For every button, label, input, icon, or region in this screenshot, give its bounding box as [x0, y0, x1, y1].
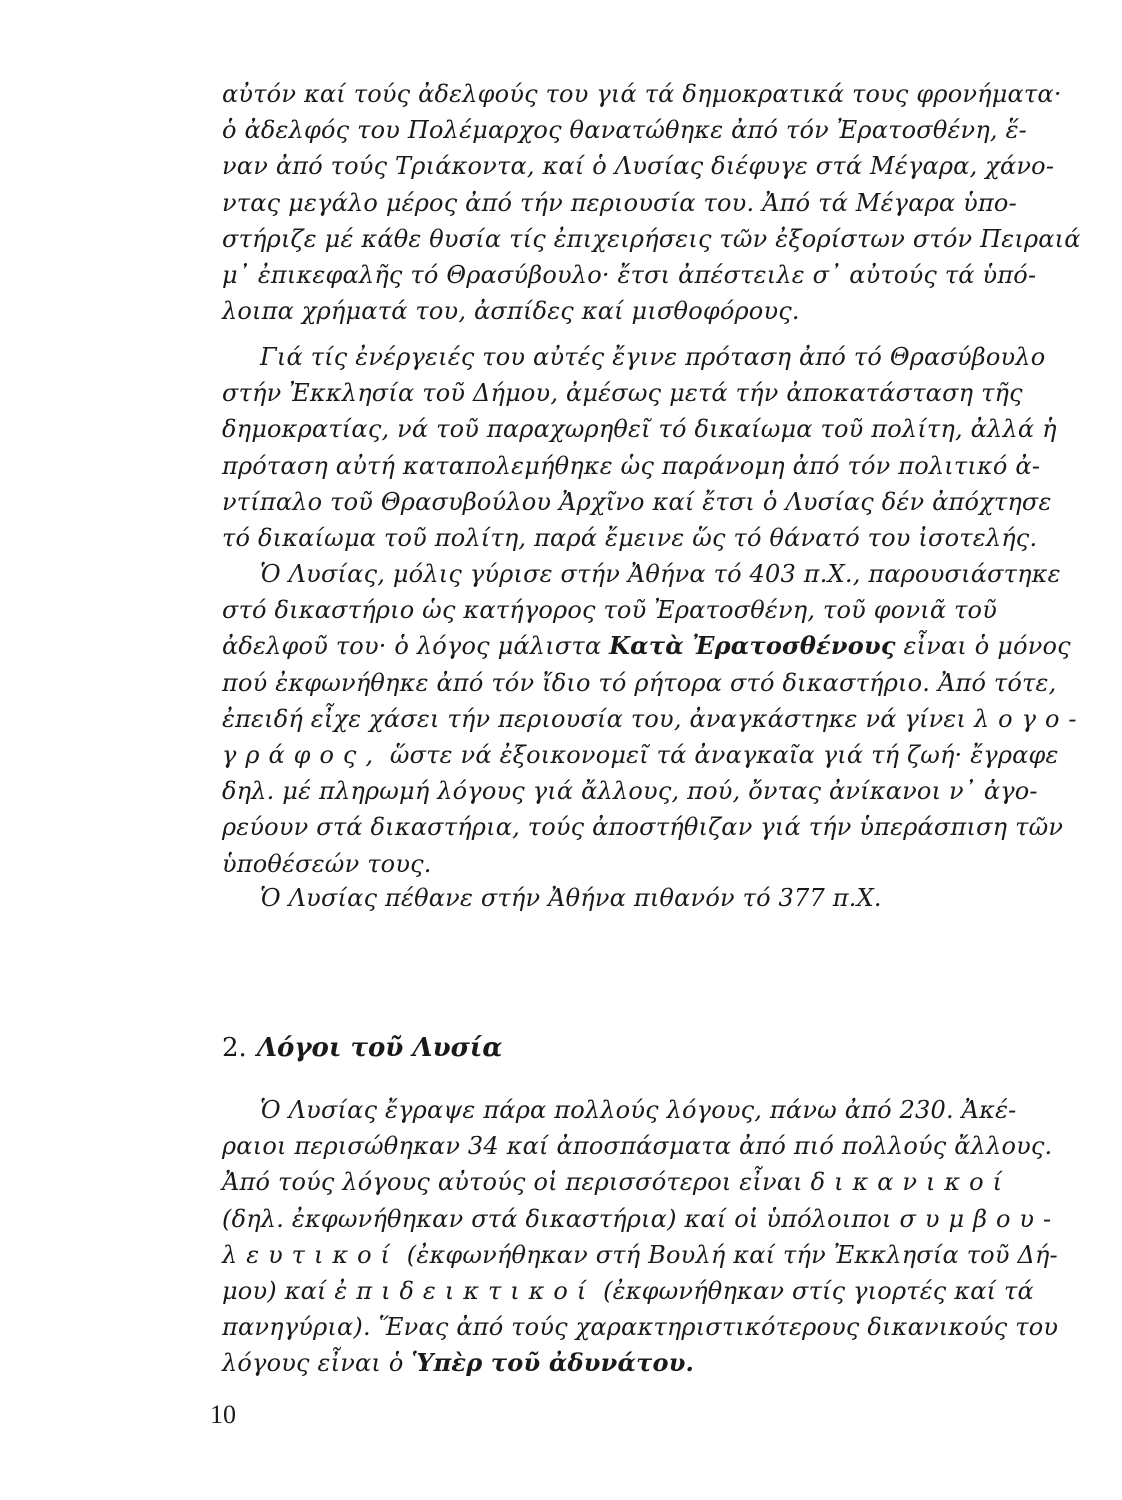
- paragraph-speeches: [222, 1092, 1061, 1382]
- text-line: [222, 737, 1059, 773]
- text-line: [222, 1345, 912, 1381]
- text-line: [222, 1273, 1034, 1309]
- text-run: ἐπειδή εἶχε χάσει τήν περιουσία του, ἀναγκάστηκε νά γίνει: [222, 704, 974, 733]
- text-line: Ὁ Λυσίας πέθανε στήν Ἀθήνα πιθανόν τό 377 π.Χ.: [260, 884, 882, 912]
- section-heading: [222, 1030, 502, 1066]
- text-line: πού ἐκφωνήθηκε ἀπό τόν ἴδιο τό ρήτορα στό δικαστήριο. Ἀπό τότε,: [222, 668, 1057, 697]
- text-line: μ᾽ ἐπικεφαλῆς τό Θρασύβουλο· ἔτσι ἀπέστειλε σ᾽ αὐτούς τά ὑπό-: [222, 261, 1037, 290]
- text-line: δηλ. μέ πληρωμή λόγους γιά ἄλλους, πού, ὄντας ἀνίκανοι ν᾽ ἀγο-: [222, 777, 1038, 806]
- text-line: ραιοι περισώθηκαν 34 καί ἀποσπάσματα ἀπό πιό πολλούς ἄλλους.: [222, 1132, 1053, 1161]
- text-line: στήν Ἐκκλησία τοῦ Δήμου, ἀμέσως μετά τήν ἀποκατάσταση τῆς: [222, 379, 1023, 408]
- emphasis-term: λογο-: [973, 704, 1086, 733]
- text-line: Γιά τίς ἐνέργειές του αὐτές ἔγινε πρόταση ἀπό τό Θρασύβουλο: [260, 343, 1046, 371]
- speech-title-against-eratosthenes: Κατὰ Ἐρατοσθένους: [609, 631, 896, 661]
- text-line: τό δικαίωμα τοῦ πολίτη, παρά ἔμεινε ὥς τό θάνατό του ἰσοτελής.: [222, 524, 1038, 553]
- emphasis-term: δικανικοί: [810, 1168, 1012, 1197]
- text-run: ὥστε νά ἐξοικονομεῖ τά ἀναγκαῖα γιά τή ζωή· ἔγραφε: [381, 741, 1059, 770]
- text-line: ρεύουν στά δικαστήρια, τούς ἀποστήθιζαν γιά τήν ὑπεράσπιση τῶν: [222, 813, 1064, 842]
- section-number: 2.: [222, 1033, 247, 1063]
- text-run: μου) καί: [222, 1277, 335, 1306]
- paragraph-exile: [222, 76, 1081, 329]
- text-line: ὁ ἀδελφός του Πολέμαρχος θανατώθηκε ἀπό τόν Ἐρατοσθένη, ἕ-: [222, 116, 1027, 145]
- section-title: Λόγοι τοῦ Λυσία: [256, 1033, 503, 1063]
- text-line: δημοκρατίας, νά τοῦ παραχωρηθεῖ τό δικαίωμα τοῦ πολίτη, ἀλλά ἡ: [222, 415, 1057, 444]
- emphasis-term: λευτικοί: [222, 1240, 399, 1269]
- text-line: [222, 628, 1071, 664]
- text-line: ντίπαλο τοῦ Θρασυβούλου Ἀρχῖνο καί ἔτσι ὁ Λυσίας δέν ἀπόχτησε: [222, 487, 1052, 516]
- text-run: (ἐκφωνήθηκαν στή Βουλή καί τήν Ἐκκλησία τοῦ Δή-: [398, 1240, 1058, 1269]
- text-run: (δηλ. ἐκφωνήθηκαν στά δικαστήρια) καί οἱ ὑπόλοιποι: [222, 1204, 900, 1233]
- text-line: λοιπα χρήματά του, ἀσπίδες καί μισθοφόρους.: [222, 297, 800, 326]
- text-line: πρόταση αὐτή καταπολεμήθηκε ὡς παράνομη ἀπό τόν πολιτικό ἀ-: [222, 451, 1041, 480]
- text-line: ὑποθέσεών τους.: [222, 849, 432, 878]
- text-run: Ἀπό τούς λόγους αὐτούς οἱ περισσότεροι εἶναι: [222, 1168, 811, 1197]
- text-line: αὐτόν καί τούς ἀδελφούς του γιά τά δημοκρατικά τους φρονήματα·: [222, 80, 1062, 108]
- text-line: Ὁ Λυσίας ἔγραψε πάρα πολλούς λόγους, πάνω ἀπό 230. Ἀκέ-: [260, 1096, 1017, 1124]
- text-run: (ἐκφωνήθηκαν στίς γιορτές καί τά: [595, 1277, 1034, 1306]
- text-line: πανηγύρια). Ἕνας ἀπό τούς χαρακτηριστικότερους δικανικούς του: [222, 1313, 1059, 1342]
- emphasis-term: συμβου-: [899, 1204, 1061, 1233]
- text-line: [222, 1164, 1012, 1200]
- speech-title-for-the-invalid: Ὑπὲρ τοῦ ἀδυνάτου.: [411, 1348, 695, 1378]
- emphasis-term: γράφος,: [222, 741, 382, 770]
- text-line: [222, 701, 1086, 737]
- text-line: [222, 1201, 1061, 1237]
- emphasis-term: ἐπιδεικτικοί: [334, 1277, 596, 1306]
- text-line: Ὁ Λυσίας, μόλις γύρισε στήν Ἀθήνα τό 403 π.Χ., παρουσιάστηκε: [260, 560, 1061, 588]
- text-line: στήριζε μέ κάθε θυσία τίς ἐπιχειρήσεις τῶν ἐξορίστων στόν Πειραιά: [222, 224, 1081, 253]
- text-run: ἀδελφοῦ του· ὁ λόγος μάλιστα: [222, 632, 610, 661]
- text-line: ντας μεγάλο μέρος ἀπό τήν περιουσία του. Ἀπό τά Μέγαρα ὑπο-: [222, 188, 1017, 217]
- text-line: στό δικαστήριο ὡς κατήγορος τοῦ Ἐρατοσθένη, τοῦ φονιᾶ τοῦ: [222, 596, 997, 625]
- paragraph-logographer: [222, 556, 1086, 882]
- page-number: 10: [210, 1400, 236, 1429]
- paragraph-death: [222, 880, 912, 916]
- text-line: [222, 1237, 1058, 1273]
- text-run: λόγους εἶναι ὁ: [222, 1349, 412, 1378]
- paragraph-citizenship: [222, 339, 1057, 556]
- text-line: ναν ἀπό τούς Τριάκοντα, καί ὁ Λυσίας διέφυγε στά Μέγαρα, χάνο-: [222, 152, 1055, 181]
- text-run: εἶναι ὁ μόνος: [895, 632, 1071, 661]
